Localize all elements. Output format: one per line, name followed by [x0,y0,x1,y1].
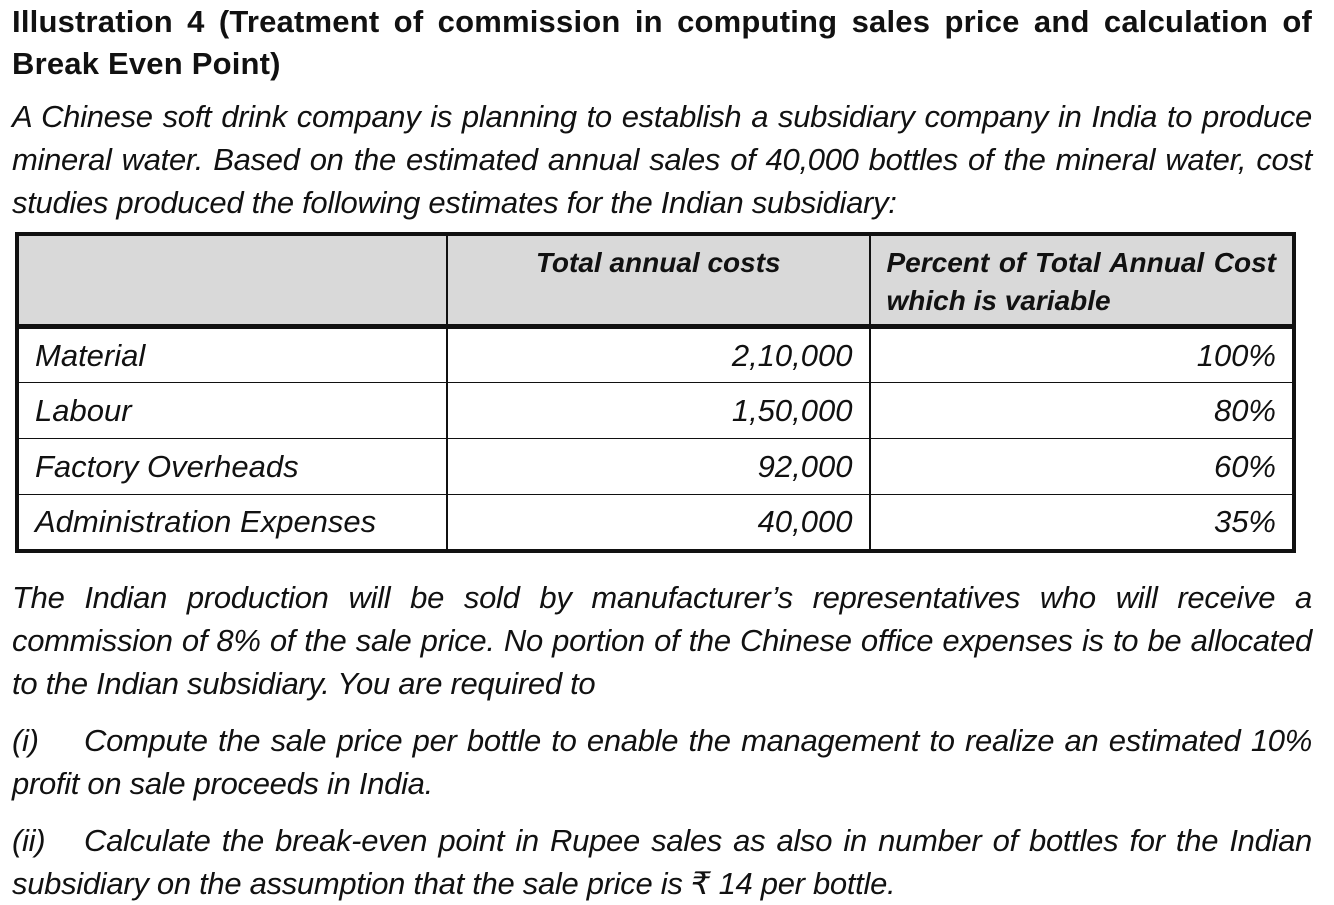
requirement-i [12,719,1312,805]
cost-variable-percent: 80% [870,383,1295,439]
cost-total: 92,000 [447,439,870,495]
header-item [17,234,447,327]
cost-total: 1,50,000 [447,383,870,439]
lower-section [12,576,1312,905]
cost-variable-percent: 35% [870,495,1295,551]
cost-total: 40,000 [447,495,870,551]
cost-item: Labour [17,383,447,439]
intro-paragraph: A Chinese soft drink company is planning to establish a subsidiary company in India to produce mineral water. Based on the estimated annual sales of 40,000 bottles of the mineral water, cost studies produced the following estimates for the Indian subsidiary: [12,99,1312,220]
cost-estimates-table [15,232,1296,553]
table-row [17,495,1294,551]
cost-item: Factory Overheads [17,439,447,495]
cost-item: Administration Expenses [17,495,447,551]
table-header-row [17,234,1294,327]
commission-paragraph: The Indian production will be sold by manufacturer’s representatives who will receive a commission of 8% of the sale price. No portion of the Chinese office expenses is to be allocated to the Indian subsidiary. You are required to [12,580,1312,701]
requirement-ii [12,819,1312,905]
illustration-title: Illustration 4 (Treatment of commission in computing sales price and calculation of Break Even Point) [12,4,1312,81]
requirement-text: Compute the sale price per bottle to enable the management to realize an estimated 10% profit on sale proceeds in India. [12,723,1312,801]
requirement-text: Calculate the break-even point in Rupee sales as also in number of bottles for the Indian subsidiary on the assumption that the sale price is ₹ 14 per bottle. [12,823,1312,901]
header-percent-variable: Percent of Total Annual Cost which is variable [870,234,1295,327]
cost-variable-percent: 100% [870,327,1295,383]
table-row [17,439,1294,495]
table-row [17,327,1294,383]
cost-variable-percent: 60% [870,439,1295,495]
cost-item: Material [35,337,146,373]
header-total-annual-costs: Total annual costs [447,234,870,327]
requirement-number: (ii) [12,823,46,858]
requirement-number: (i) [12,723,39,758]
table-row [17,383,1294,439]
cost-total: 2,10,000 [447,327,870,383]
document-page [12,0,1312,901]
